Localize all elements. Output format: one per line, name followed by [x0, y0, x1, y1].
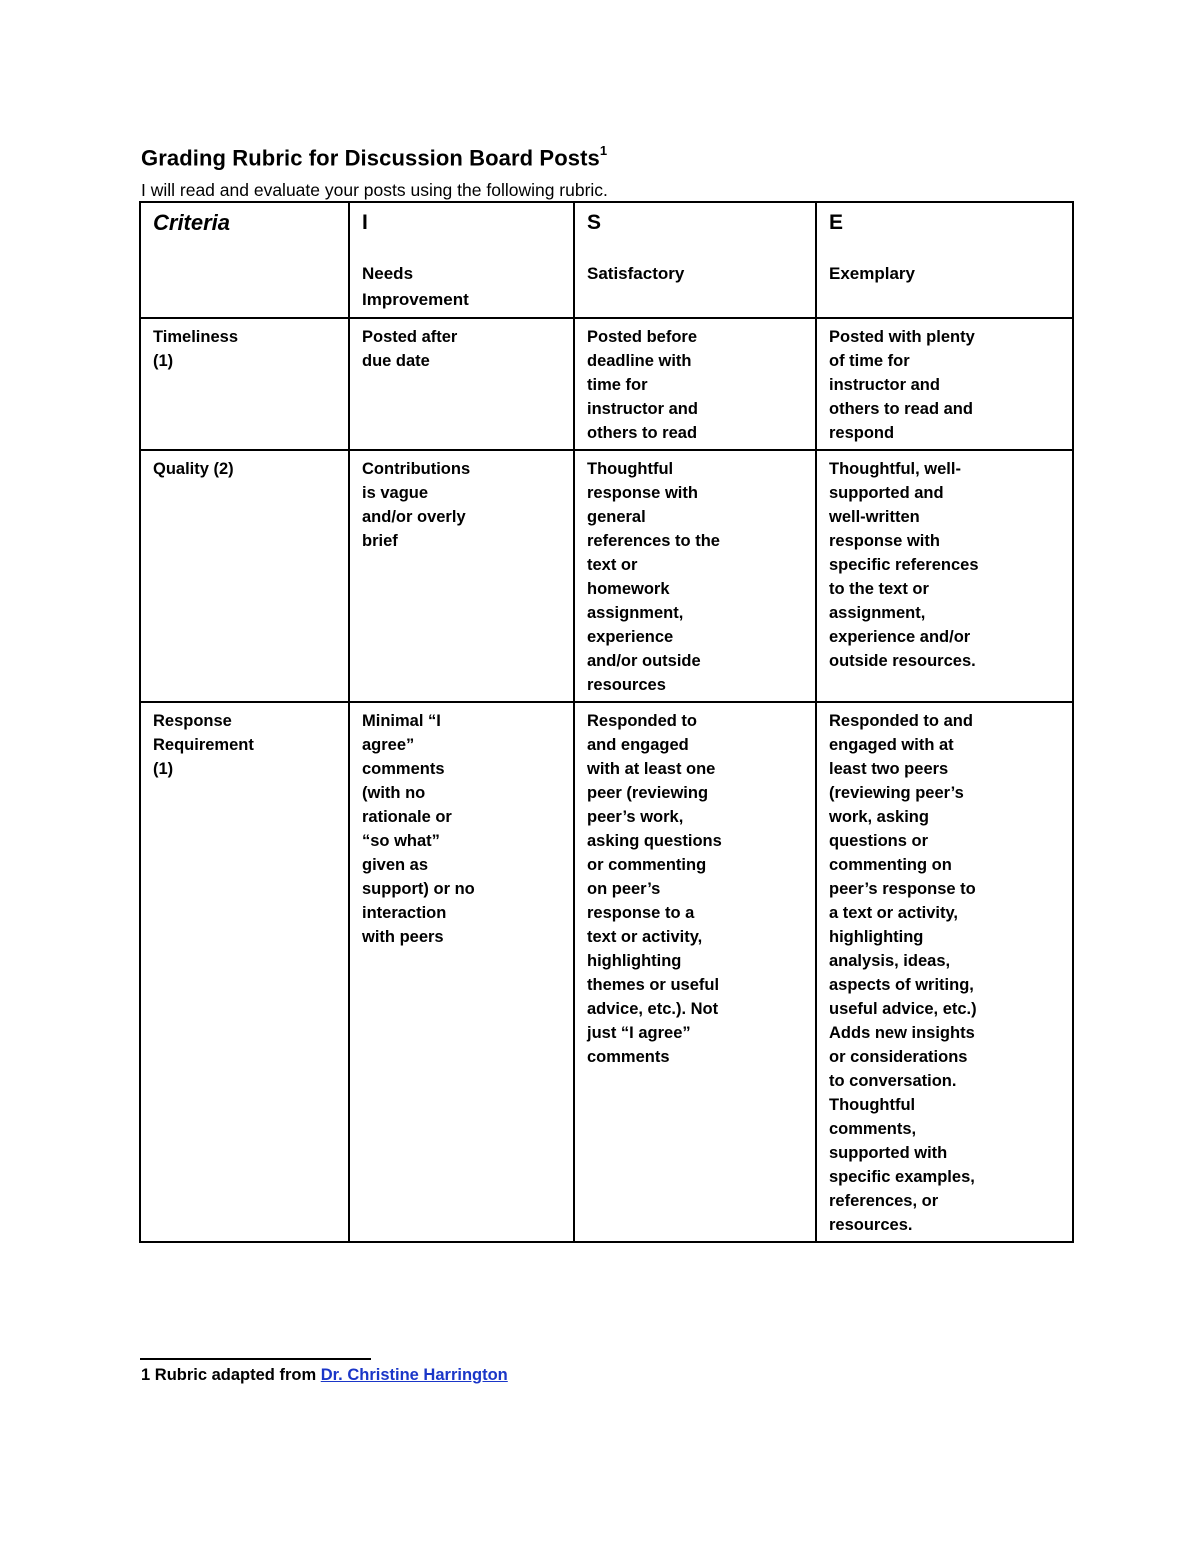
- footnote-marker: 1: [141, 1366, 151, 1384]
- exemplary-cell: [816, 702, 1073, 1242]
- footnote-separator: [140, 1358, 371, 1360]
- criterion-cell: [140, 318, 349, 450]
- header-letter-e: E: [829, 211, 844, 234]
- satisfactory-cell: [574, 450, 816, 702]
- header-desc-satisfactory: Satisfactory: [587, 264, 685, 283]
- quality-needs-improvement: Contributions is vague and/or overly brief: [362, 460, 471, 550]
- page-title: [141, 145, 607, 171]
- criterion-response-requirement: Response Requirement (1): [153, 712, 254, 778]
- response-exemplary: Responded to and engaged with at least two peers (reviewing peer’s work, asking questions or commenting on peer’s response to a text or activity, highlighting analysis, ideas, aspects of writing, useful advice, etc.) Adds new insights or considerations to conversation. Thoughtful comments, supported with specific examples, references, or resources.: [829, 712, 977, 1234]
- exemplary-cell: [816, 450, 1073, 702]
- rubric-header-row: [140, 202, 1073, 318]
- intro-text: I will read and evaluate your posts using the following rubric.: [141, 180, 608, 200]
- header-criteria: [140, 202, 349, 318]
- footnote-text: Rubric adapted from: [154, 1366, 317, 1384]
- header-needs-improvement: [349, 202, 574, 318]
- header-letter-s: S: [587, 211, 602, 234]
- response-satisfactory: Responded to and engaged with at least one peer (reviewing peer’s work, asking questions or commenting on peer’s response to a text or activity, highlighting themes or useful advice, etc.). Not just “I agree” comments: [587, 712, 722, 1066]
- header-exemplary: [816, 202, 1073, 318]
- title-text: Grading Rubric for Discussion Board Posts: [141, 145, 600, 171]
- header-letter-i: I: [362, 211, 368, 234]
- criterion-timeliness: Timeliness (1): [153, 328, 238, 370]
- header-desc-needs-improvement: Needs Improvement: [362, 264, 469, 309]
- quality-satisfactory: Thoughtful response with general references to the text or homework assignment, experience and/or outside resources: [587, 460, 720, 694]
- quality-exemplary: Thoughtful, well- supported and well-written response with specific references to the text or assignment, experience and/or outside resources.: [829, 460, 979, 670]
- timeliness-needs-improvement: Posted after due date: [362, 328, 458, 370]
- title-footnote-marker[interactable]: 1: [599, 143, 608, 158]
- rubric-row-response-requirement: [140, 702, 1073, 1242]
- satisfactory-cell: [574, 702, 816, 1242]
- footnote-source-link[interactable]: Dr. Christine Harrington: [320, 1366, 508, 1384]
- timeliness-satisfactory: Posted before deadline with time for instructor and others to read: [587, 328, 698, 442]
- rubric-table: [139, 201, 1074, 1243]
- satisfactory-cell: [574, 318, 816, 450]
- header-desc-exemplary: Exemplary: [829, 264, 915, 283]
- response-needs-improvement: Minimal “I agree” comments (with no rationale or “so what” given as support) or no interaction with peers: [362, 712, 475, 946]
- exemplary-cell: [816, 318, 1073, 450]
- criterion-cell: [140, 450, 349, 702]
- footnote: [141, 1366, 508, 1385]
- header-criteria-label: Criteria: [153, 210, 231, 235]
- rubric-row-timeliness: [140, 318, 1073, 450]
- rubric-row-quality: [140, 450, 1073, 702]
- needs-improvement-cell: [349, 702, 574, 1242]
- needs-improvement-cell: [349, 318, 574, 450]
- needs-improvement-cell: [349, 450, 574, 702]
- criterion-quality: Quality (2): [153, 460, 234, 478]
- timeliness-exemplary: Posted with plenty of time for instructor and others to read and respond: [829, 328, 975, 442]
- header-satisfactory: [574, 202, 816, 318]
- criterion-cell: [140, 702, 349, 1242]
